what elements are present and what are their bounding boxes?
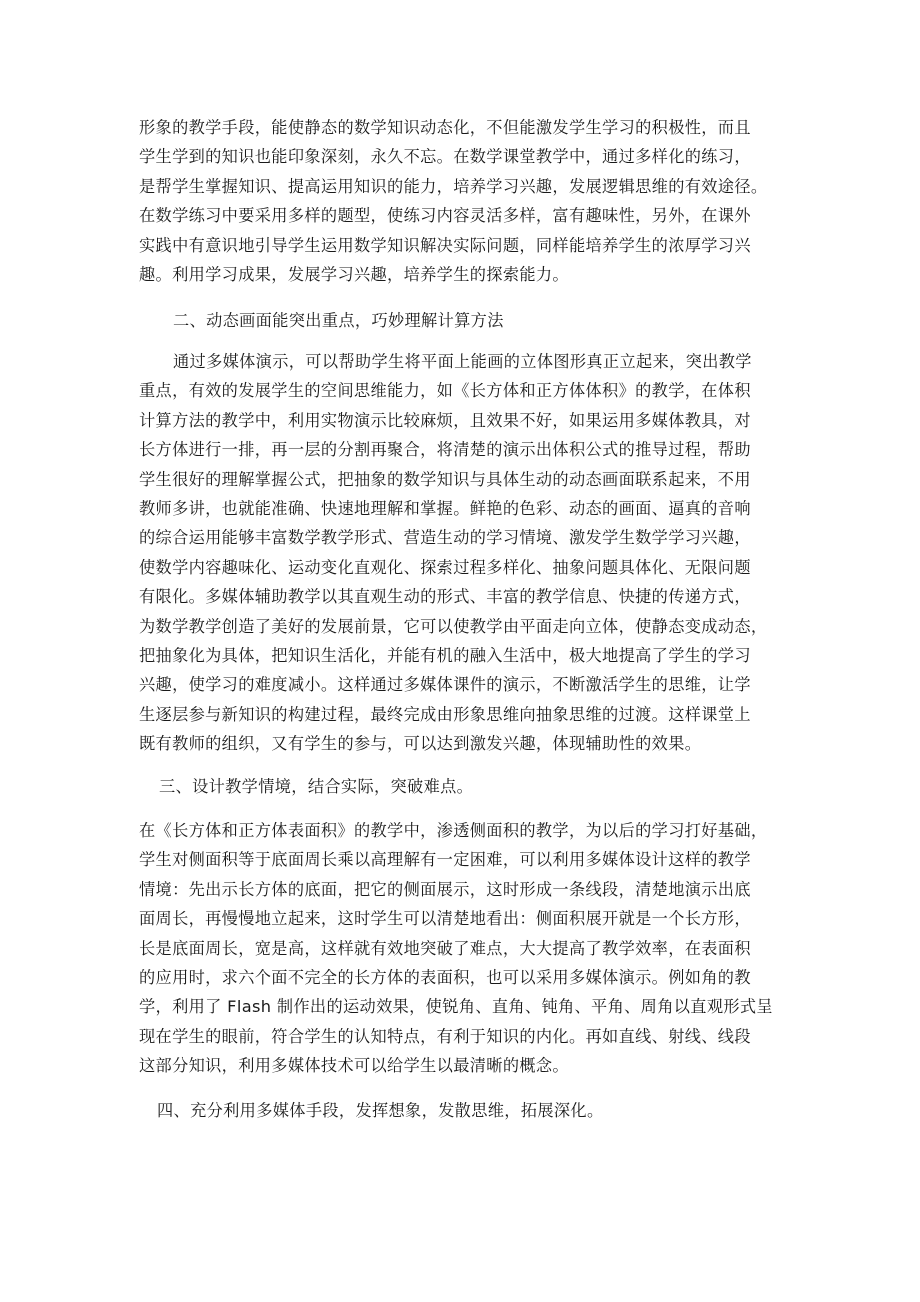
text-line: 的综合运用能够丰富数学教学形式、营造生动的学习情境、激发学生数学学习兴趣， (139, 528, 751, 548)
text-line: 生逐层参与新知识的构建过程，最终完成由形象思维向抽象思维的过渡。这样课堂上 (139, 704, 751, 724)
text-line: 既有教师的组织，又有学生的参与，可以达到激发兴趣，体现辅助性的效果。 (139, 734, 702, 754)
text-line: 教师多讲，也就能准确、快速地理解和掌握。鲜艳的色彩、动态的画面、逼真的音响 (139, 498, 751, 518)
text-line: 学，利用了 Flash 制作出的运动效果，使锐角、直角、钝角、平角、周角以直观形式呈 (139, 997, 773, 1017)
text-line: 的应用时，求六个面不完全的长方体的表面积，也可以采用多媒体演示。例如角的教 (139, 967, 751, 987)
text-line: 把抽象化为具体，把知识生活化，并能有机的融入生活中，极大地提高了学生的学习 (139, 645, 751, 665)
text-line: 为数学教学创造了美好的发展前景，它可以使教学由平面走向立体，使静态变成动态， (139, 616, 768, 636)
text-line: 通过多媒体演示，可以帮助学生将平面上能画的立体图形真正立起来，突出教学 (173, 352, 752, 371)
text-line: 长方体进行一排，再一层的分割再聚合，将清楚的演示出体积公式的推导过程，帮助 (139, 440, 751, 460)
text-line: 趣。利用学习成果，发展学习兴趣，培养学生的探索能力。 (139, 264, 569, 284)
text-line: 现在学生的眼前，符合学生的认知特点，有利于知识的内化。再如直线、射线、线段 (139, 1026, 751, 1046)
text-line: 计算方法的教学中，利用实物演示比较麻烦，且效果不好，如果运用多媒体教具，对 (139, 410, 751, 430)
section-heading-4: 四、充分利用多媒体手段，发挥想象，发散思维，拓展深化。 (157, 1101, 604, 1120)
section-heading-2: 二、动态画面能突出重点，巧妙理解计算方法 (173, 311, 504, 330)
paragraph-2 (139, 347, 799, 758)
text-line: 在《长方体和正方体表面积》的教学中，渗透侧面积的教学，为以后的学习打好基础， (139, 821, 768, 840)
text-line: 学生很好的理解掌握公式，把抽象的数学知识与具体生动的动态画面联系起来，不用 (139, 469, 751, 489)
text-line: 是帮学生掌握知识、提高运用知识的能力，培养学习兴趣，发展逻辑思维的有效途径。 (139, 176, 768, 196)
text-line: 在数学练习中要采用多样的题型，使练习内容灵活多样，富有趣味性，另外，在课外 (139, 206, 751, 226)
text-line: 面周长，再慢慢地立起来，这时学生可以清楚地看出：侧面积展开就是一个长方形， (139, 909, 751, 929)
text-line: 长是底面周长，宽是高，这样就有效地突破了难点，大大提高了教学效率，在表面积 (139, 938, 751, 958)
text-line: 学生对侧面积等于底面周长乘以高理解有一定困难，可以利用多媒体设计这样的教学 (139, 850, 751, 870)
text-line: 重点，有效的发展学生的空间思维能力，如《长方体和正方体体积》的教学，在体积 (139, 381, 751, 401)
text-line: 兴趣，使学习的难度减小。这样通过多媒体课件的演示，不断激活学生的思维，让学 (139, 675, 751, 695)
section-heading-3: 三、设计教学情境，结合实际，突破难点。 (159, 777, 474, 796)
text-line: 情境：先出示长方体的底面，把它的侧面展示，这时形成一条线段，清楚地演示出底 (139, 879, 751, 899)
text-line: 形象的教学手段，能使静态的数学知识动态化，不但能激发学生学习的积极性，而且 (139, 118, 751, 137)
paragraph-1 (139, 113, 799, 289)
text-line: 学生学到的知识也能印象深刻，永久不忘。在数学课堂教学中，通过多样化的练习， (139, 147, 751, 167)
paragraph-3 (139, 816, 799, 1081)
text-line: 使数学内容趣味化、运动变化直观化、探索过程多样化、抽象问题具体化、无限问题 (139, 557, 751, 577)
text-line: 这部分知识，利用多媒体技术可以给学生以最清晰的概念。 (139, 1056, 569, 1076)
text-line: 实践中有意识地引导学生运用数学知识解决实际问题，同样能培养学生的浓厚学习兴 (139, 235, 751, 255)
text-line: 有限化。多媒体辅助教学以其直观生动的形式、丰富的教学信息、快捷的传递方式， (139, 587, 751, 607)
